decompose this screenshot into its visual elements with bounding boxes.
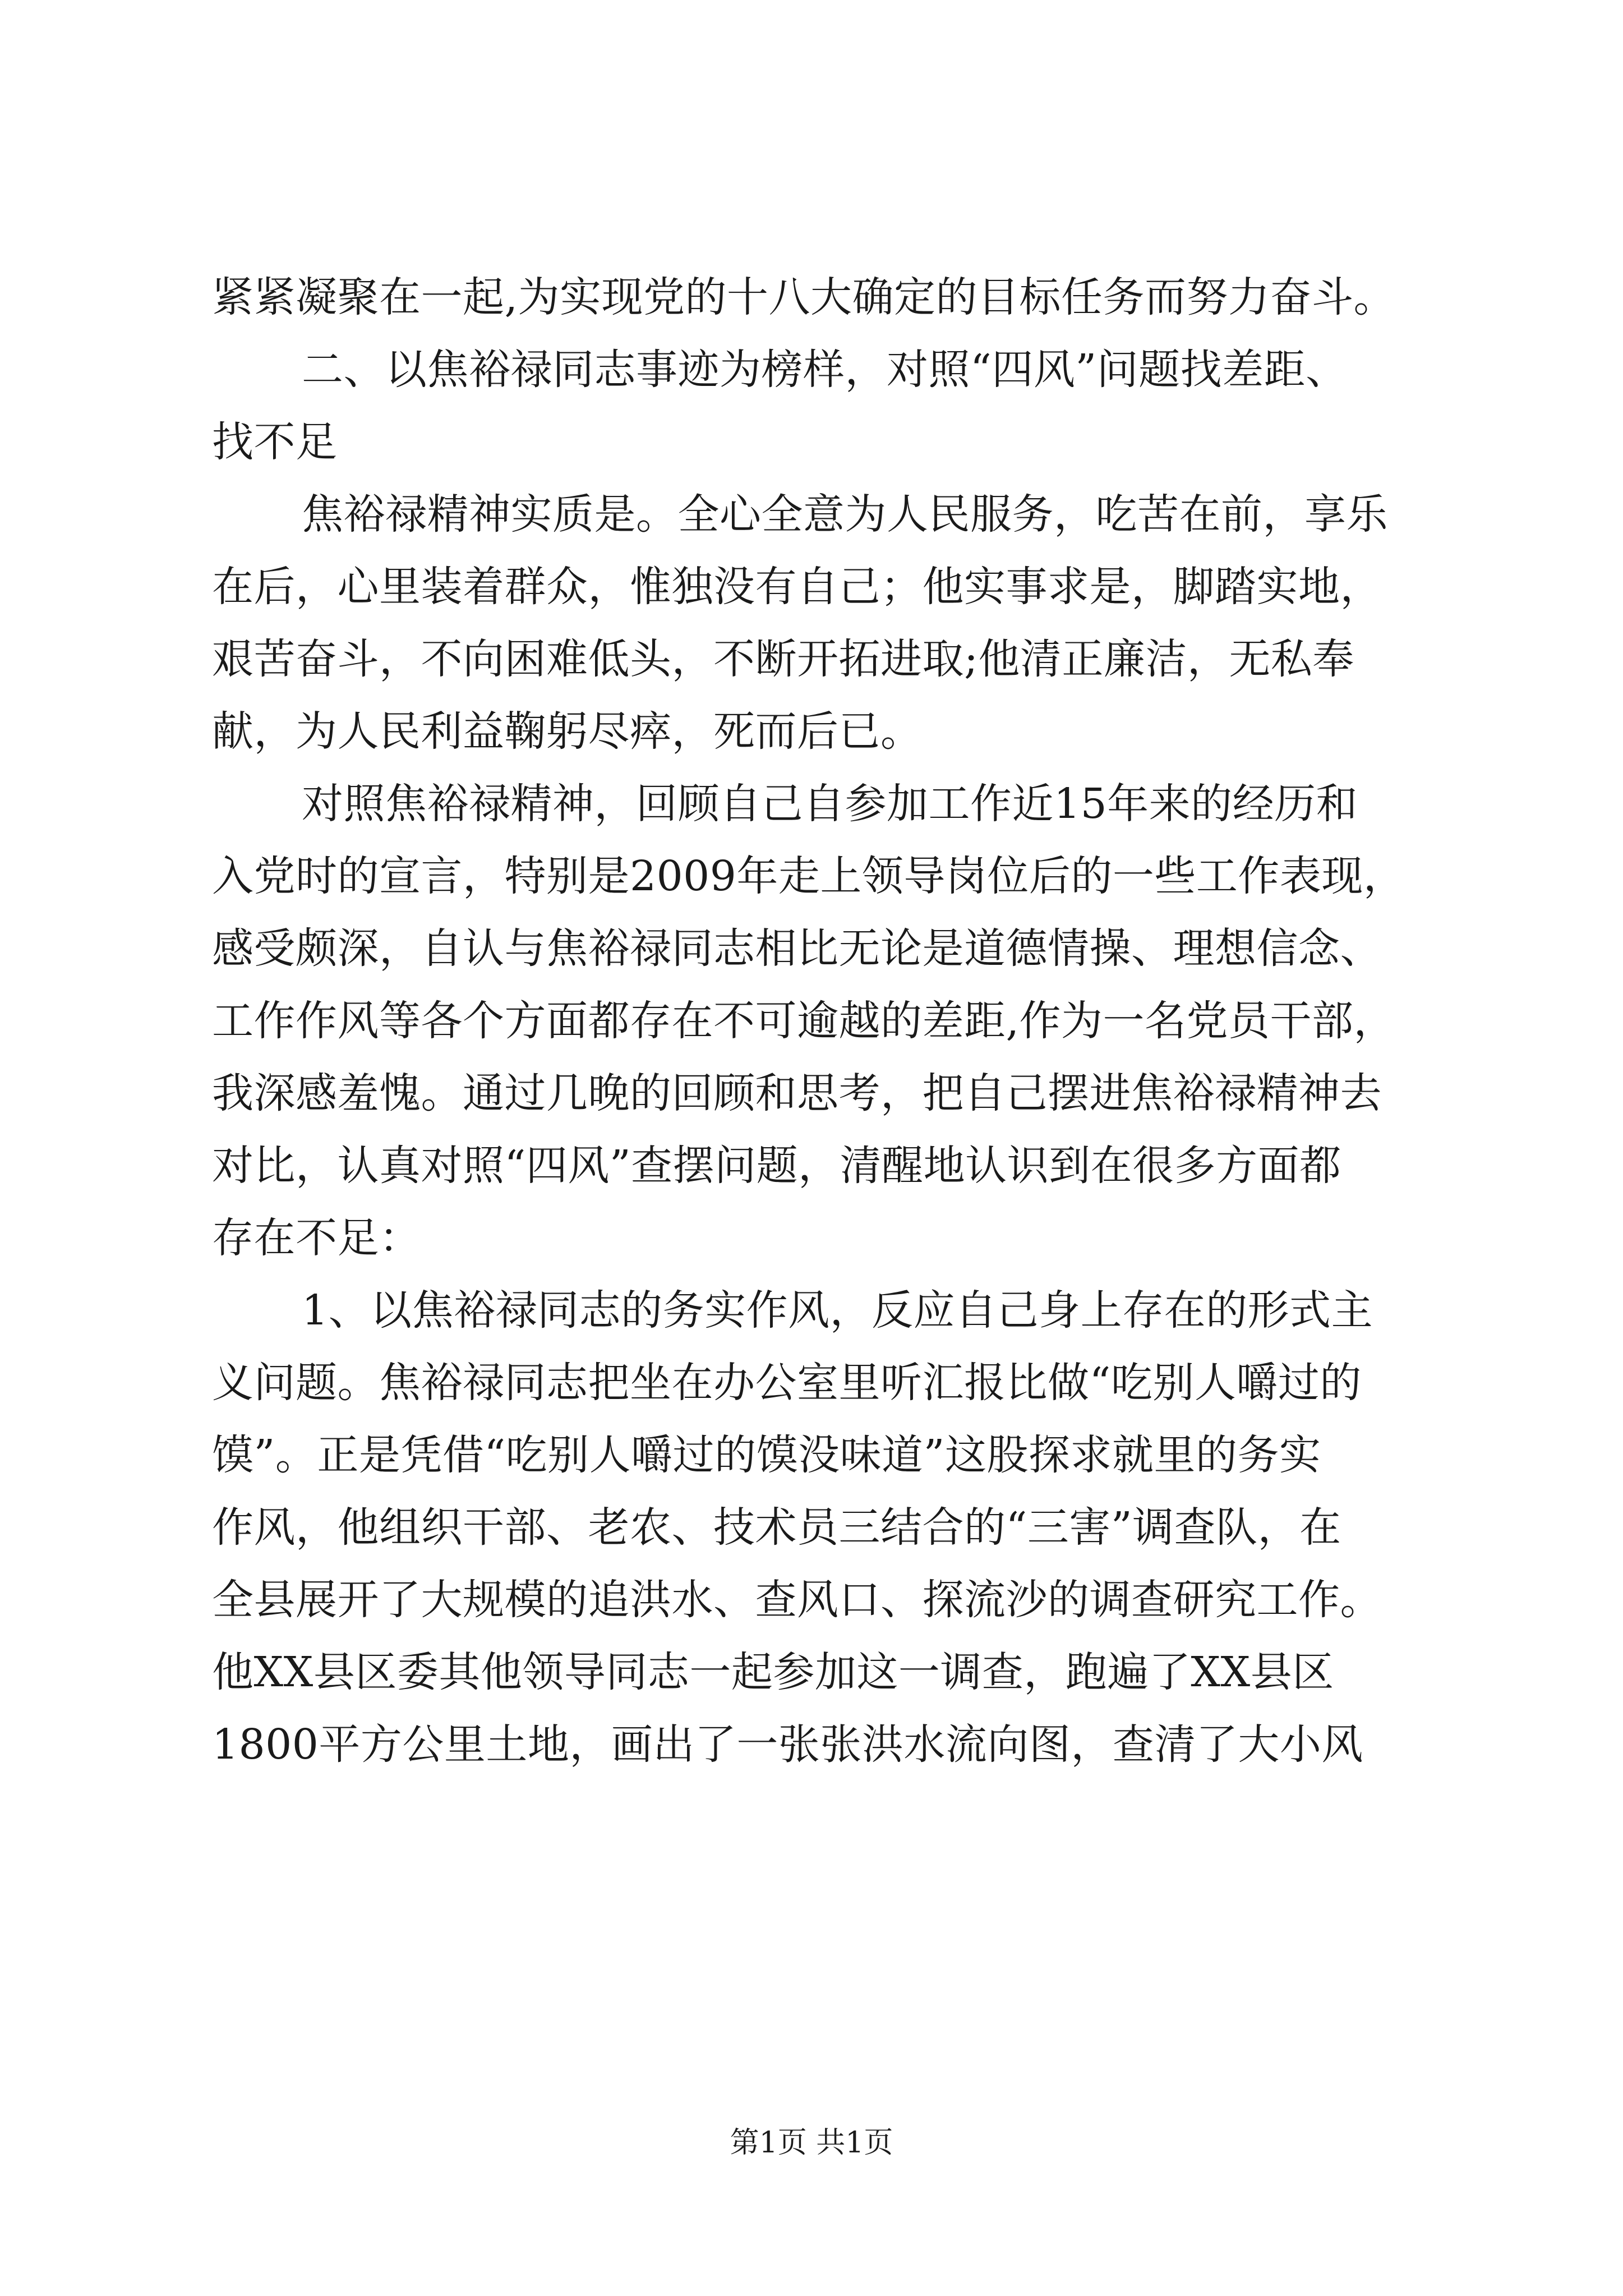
paragraph-3-line-7: 1800平方公里土地，画出了一张张洪水流向图，查清了大小风 <box>212 1720 1363 1769</box>
paragraph-3-line-4: 作风，他组织干部、老农、技术员三结合的“三害”调查队，在 <box>212 1503 1341 1552</box>
paragraph-3-line-3: 馍”。正是凭借“吃别人嚼过的馍没味道”这股探求就里的务实 <box>212 1431 1321 1479</box>
paragraph-1-line-2: 在后，心里装着群众，惟独没有自己；他实事求是，脚踏实地， <box>212 563 1382 611</box>
paragraph-2-line-3: 感受颇深，自认与焦裕禄同志相比无论是道德情操、理想信念、 <box>212 924 1382 973</box>
paragraph-1-line-3: 艰苦奋斗，不向困难低头，不断开拓进取;他清正廉洁，无私奉 <box>212 635 1354 683</box>
page-footer: 第1页 共1页 <box>730 2126 893 2160</box>
paragraph-2-line-5: 我深感羞愧。通过几晚的回顾和思考，把自己摆进焦裕禄精神去 <box>212 1069 1382 1117</box>
paragraph-2-line-7: 存在不足： <box>212 1214 421 1262</box>
paragraph-2-line-4: 工作作风等各个方面都存在不可逾越的差距,作为一名党员干部， <box>212 997 1396 1045</box>
document-body <box>212 261 1435 1781</box>
section-heading-2-cont: 找不足 <box>212 418 338 466</box>
paragraph-2-line-2: 入党时的宣言，特别是2009年走上领导岗位后的一些工作表现， <box>212 852 1405 900</box>
text-line-1: 紧紧凝聚在一起,为实现党的十八大确定的目标任务而努力奋斗。 <box>212 273 1396 321</box>
paragraph-1-line-1: 焦裕禄精神实质是。全心全意为人民服务，吃苦在前，享乐 <box>302 490 1388 539</box>
paragraph-3-line-6: 他XX县区委其他领导同志一起参加这一调查，跑遍了XX县区 <box>212 1648 1334 1696</box>
paragraph-2-line-6: 对比，认真对照“四风”查摆问题，清醒地认识到在很多方面都 <box>212 1142 1341 1190</box>
paragraph-3-line-1: 1、以焦裕禄同志的务实作风，反应自己身上存在的形式主 <box>302 1286 1373 1335</box>
paragraph-3-line-5: 全县展开了大规模的追洪水、查风口、探流沙的调查研究工作。 <box>212 1576 1382 1624</box>
paragraph-1-line-4: 献，为人民利益鞠躬尽瘁，死而后已。 <box>212 707 923 756</box>
paragraph-2-line-1: 对照焦裕禄精神，回顾自己自参加工作近15年来的经历和 <box>302 780 1358 828</box>
section-heading-2: 二、以焦裕禄同志事迹为榜样，对照“四风”问题找差距、 <box>302 346 1348 394</box>
paragraph-3-line-2: 义问题。焦裕禄同志把坐在办公室里听汇报比做“吃别人嚼过的 <box>212 1359 1362 1407</box>
